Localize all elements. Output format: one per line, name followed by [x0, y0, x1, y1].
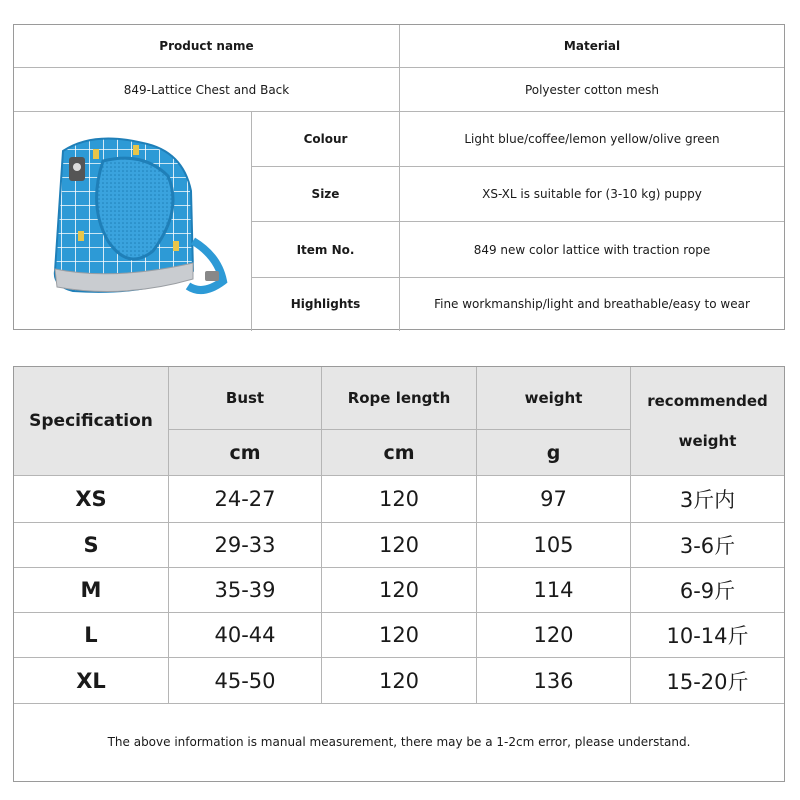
dog-harness-image — [33, 121, 233, 321]
table-cell: 45-50 — [214, 668, 276, 693]
table-cell: 35-39 — [214, 578, 276, 602]
rope-length-unit: cm — [322, 430, 476, 475]
highlights-label: Highlights — [290, 296, 361, 311]
rope-length-header: Rope length — [322, 367, 476, 429]
size-s: S — [83, 533, 99, 557]
highlights-value: Fine workmanship/light and breathable/easy to wear — [434, 296, 750, 311]
table-cell: 114 — [533, 578, 574, 602]
product-name-header: Product name — [159, 39, 254, 53]
size-spec-table — [13, 366, 785, 782]
table-cell: 29-33 — [214, 533, 276, 557]
weight-header: weight — [477, 367, 630, 429]
table-cell: 120 — [533, 623, 574, 647]
recommended-weight-header: recommended weight — [631, 367, 784, 475]
bust-header: Bust — [169, 367, 321, 429]
table-cell: 15-20斤 — [666, 669, 749, 694]
table-cell: 120 — [378, 623, 420, 647]
table-cell: 24-27 — [214, 487, 276, 511]
size-m: M — [80, 578, 102, 602]
table-cell: 120 — [378, 578, 420, 602]
table-cell: 120 — [378, 487, 420, 511]
size-label: Size — [311, 187, 340, 201]
table-cell: 136 — [533, 668, 574, 693]
size-xl: XL — [76, 668, 106, 693]
item-no-label: Item No. — [296, 242, 355, 257]
table-cell: 10-14斤 — [666, 624, 749, 648]
table-cell: 3斤内 — [679, 488, 736, 512]
weight-unit: g — [477, 430, 630, 475]
bust-unit: cm — [169, 430, 321, 475]
divider — [168, 429, 630, 430]
table-cell: 40-44 — [214, 623, 276, 647]
table-cell: 105 — [533, 533, 574, 557]
material-header: Material — [563, 39, 621, 53]
specification-header: Specification — [14, 367, 168, 475]
measurement-note: The above information is manual measurement, there may be a 1-2cm error, please understand. — [107, 735, 691, 749]
table-cell: 3-6斤 — [679, 534, 736, 558]
table-cell: 97 — [540, 487, 567, 511]
product-name-value: 849-Lattice Chest and Back — [123, 82, 290, 97]
item-no-value: 849 new color lattice with traction rope — [473, 242, 711, 257]
colour-value: Light blue/coffee/lemon yellow/olive green — [464, 132, 720, 146]
product-info-table — [13, 24, 785, 330]
size-xs: XS — [75, 487, 107, 511]
table-cell: 120 — [378, 668, 420, 693]
table-cell: 120 — [378, 533, 420, 557]
size-value: XS-XL is suitable for (3-10 kg) puppy — [482, 187, 702, 201]
product-photo — [14, 111, 251, 331]
colour-label: Colour — [303, 132, 348, 146]
size-l: L — [84, 623, 98, 647]
material-value: Polyester cotton mesh — [524, 82, 660, 97]
table-cell: 6-9斤 — [679, 579, 736, 603]
